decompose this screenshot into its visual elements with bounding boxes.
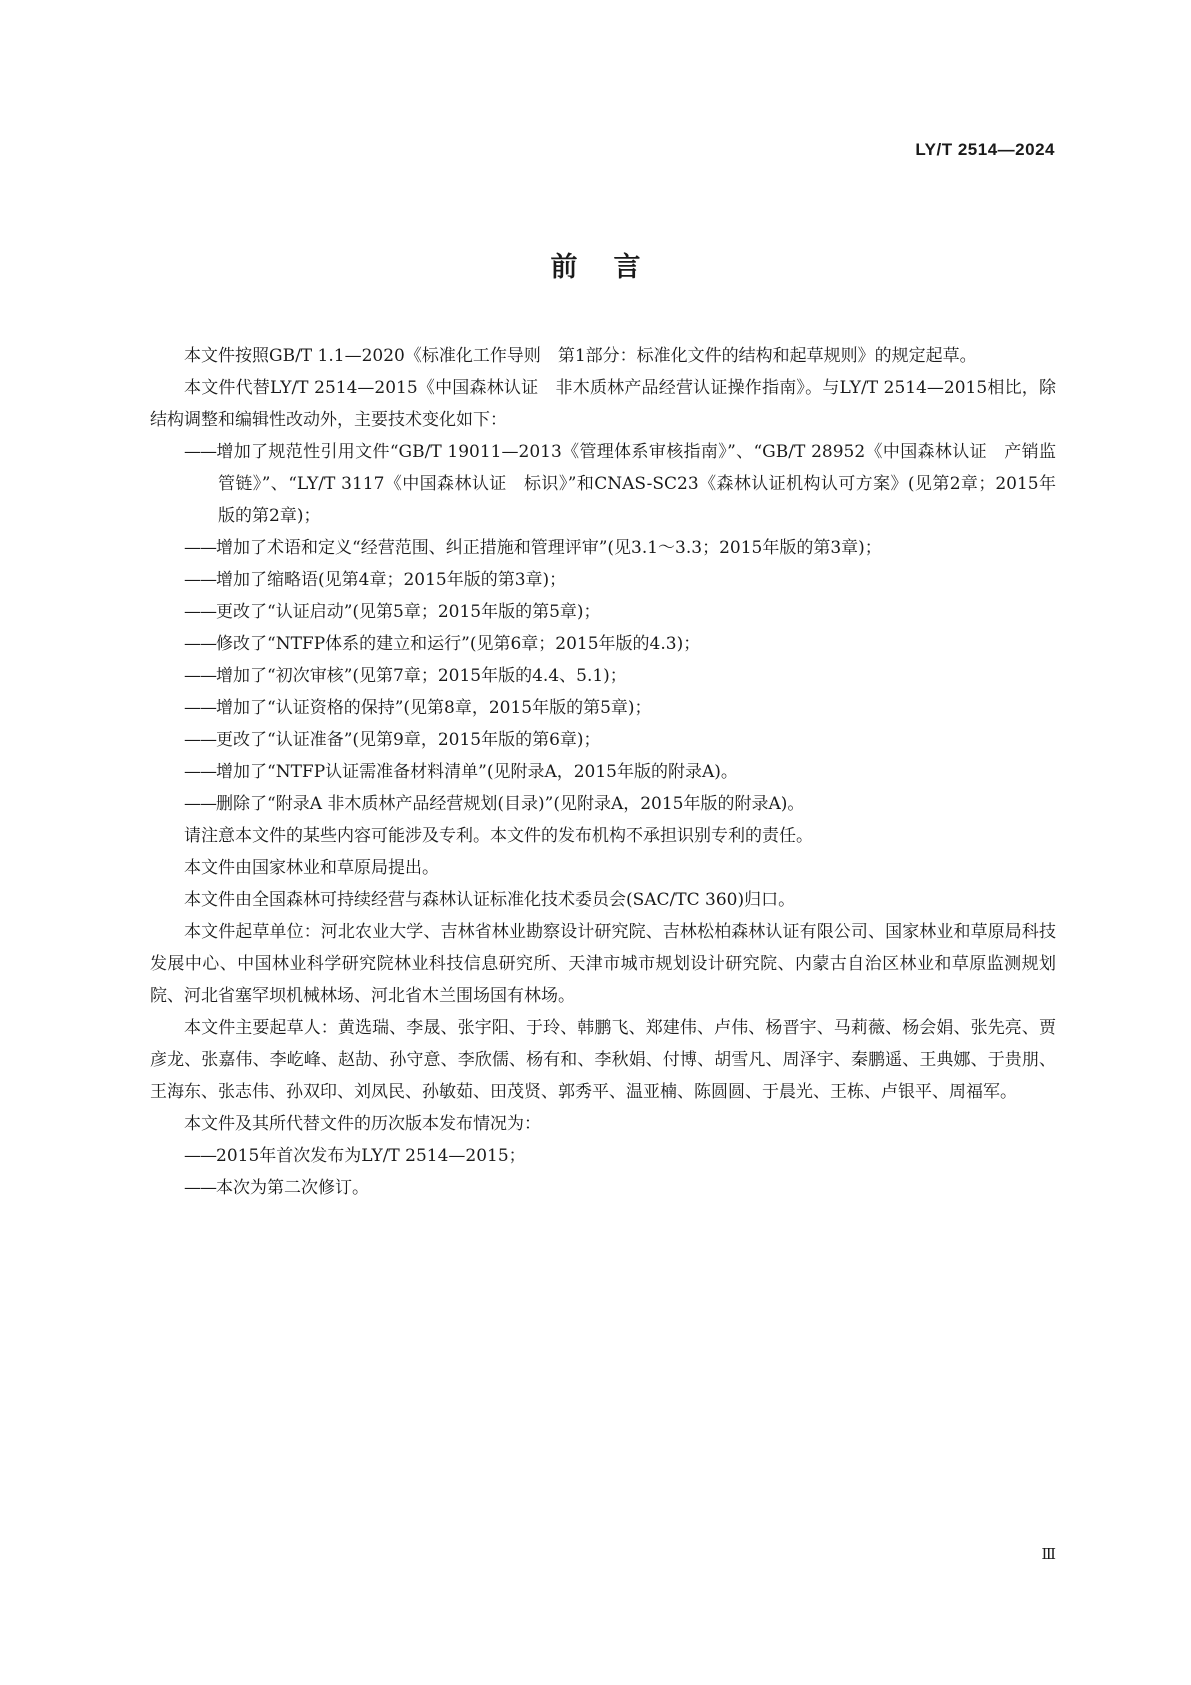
list-dash: —— [184, 602, 216, 622]
change-text: 增加了规范性引用文件“GB/T 19011—2013《管理体系审核指南》”、“GB/T 28952《中国森林认证 产销监管链》”、“LY/T 3117《中国森林认证 标识》”和CNAS-SC23《森林认证机构认可方案》(见第2章；2015年版的第2章)； [216, 442, 1056, 526]
change-item [150, 596, 1056, 628]
change-text: 删除了“附录A 非木质林产品经营规划(目录)”(见附录A，2015年版的附录A)。 [216, 794, 805, 814]
list-dash: —— [184, 730, 216, 750]
paragraph-proposed-by: 本文件由国家林业和草原局提出。 [184, 858, 439, 878]
change-item [150, 756, 1056, 788]
change-item [150, 564, 1056, 596]
list-dash: —— [184, 666, 216, 686]
history-item [150, 1172, 1056, 1204]
list-dash: —— [184, 762, 216, 782]
history-text: 本次为第二次修订。 [216, 1178, 369, 1198]
list-dash: —— [184, 538, 216, 558]
history-item [150, 1140, 1056, 1172]
change-text: 更改了“认证准备”(见第9章，2015年版的第6章)； [216, 730, 601, 750]
list-dash: —— [184, 794, 216, 814]
change-text: 增加了“初次审核”(见第7章；2015年版的4.4、5.1)； [216, 666, 627, 686]
change-item [150, 628, 1056, 660]
change-item [150, 724, 1056, 756]
list-dash: —— [184, 1178, 216, 1198]
change-item [150, 692, 1056, 724]
list-dash: —— [184, 570, 216, 590]
list-dash: —— [184, 634, 216, 654]
paragraph-patent-notice: 请注意本文件的某些内容可能涉及专利。本文件的发布机构不承担识别专利的责任。 [184, 826, 813, 846]
document-body [150, 340, 1056, 1204]
change-item [150, 660, 1056, 692]
paragraph-replaces: 本文件代替LY/T 2514—2015《中国森林认证 非木质林产品经营认证操作指南》。与LY/T 2514—2015相比，除结构调整和编辑性改动外，主要技术变化如下： [150, 378, 1056, 430]
list-dash: —— [184, 442, 216, 462]
change-text: 增加了“NTFP认证需准备材料清单”(见附录A，2015年版的附录A)。 [216, 762, 738, 782]
change-item [150, 788, 1056, 820]
page-title: 前言 [550, 252, 677, 283]
standard-code: LY/T 2514—2024 [915, 140, 1055, 159]
change-item [150, 436, 1056, 532]
paragraph-drafting-units: 本文件起草单位：河北农业大学、吉林省林业勘察设计研究院、吉林松柏森林认证有限公司、国家林业和草原局科技发展中心、中国林业科学研究院林业科技信息研究所、天津市城市规划设计研究院、内蒙古自治区林业和草原监测规划院、河北省塞罕坝机械林场、河北省木兰围场国有林场。 [150, 922, 1056, 1006]
paragraph-administered-by: 本文件由全国森林可持续经营与森林认证标准化技术委员会(SAC/TC 360)归口。 [184, 890, 796, 910]
paragraph-drafting-rules: 本文件按照GB/T 1.1—2020《标准化工作导则 第1部分：标准化文件的结构和起草规则》的规定起草。 [184, 346, 977, 366]
change-text: 增加了“认证资格的保持”(见第8章，2015年版的第5章)； [216, 698, 652, 718]
list-dash: —— [184, 698, 216, 718]
history-text: 2015年首次发布为LY/T 2514—2015； [216, 1146, 526, 1166]
paragraph-drafters: 本文件主要起草人：黄选瑞、李晟、张宇阳、于玲、韩鹏飞、郑建伟、卢伟、杨晋宇、马莉薇、杨会娟、张先亮、贾彦龙、张嘉伟、李屹峰、赵劼、孙守意、李欣儒、杨有和、李秋娟、付博、胡雪凡、周泽宇、秦鹏遥、王典娜、于贵朋、王海东、张志伟、孙双印、刘凤民、孙敏茹、田茂贤、郭秀平、温亚楠、陈圆圆、于晨光、王栋、卢银平、周福军。 [150, 1018, 1056, 1102]
list-dash: —— [184, 1146, 216, 1166]
change-text: 修改了“NTFP体系的建立和运行”(见第6章；2015年版的4.3)； [216, 634, 701, 654]
change-item [150, 532, 1056, 564]
page-number: Ⅲ [1041, 1545, 1056, 1563]
change-text: 增加了术语和定义“经营范围、纠正措施和管理评审”(见3.1～3.3；2015年版的第3章)； [216, 538, 882, 558]
paragraph-history-intro: 本文件及其所代替文件的历次版本发布情况为： [184, 1114, 541, 1134]
change-text: 增加了缩略语(见第4章；2015年版的第3章)； [216, 570, 567, 590]
change-text: 更改了“认证启动”(见第5章；2015年版的第5章)； [216, 602, 601, 622]
